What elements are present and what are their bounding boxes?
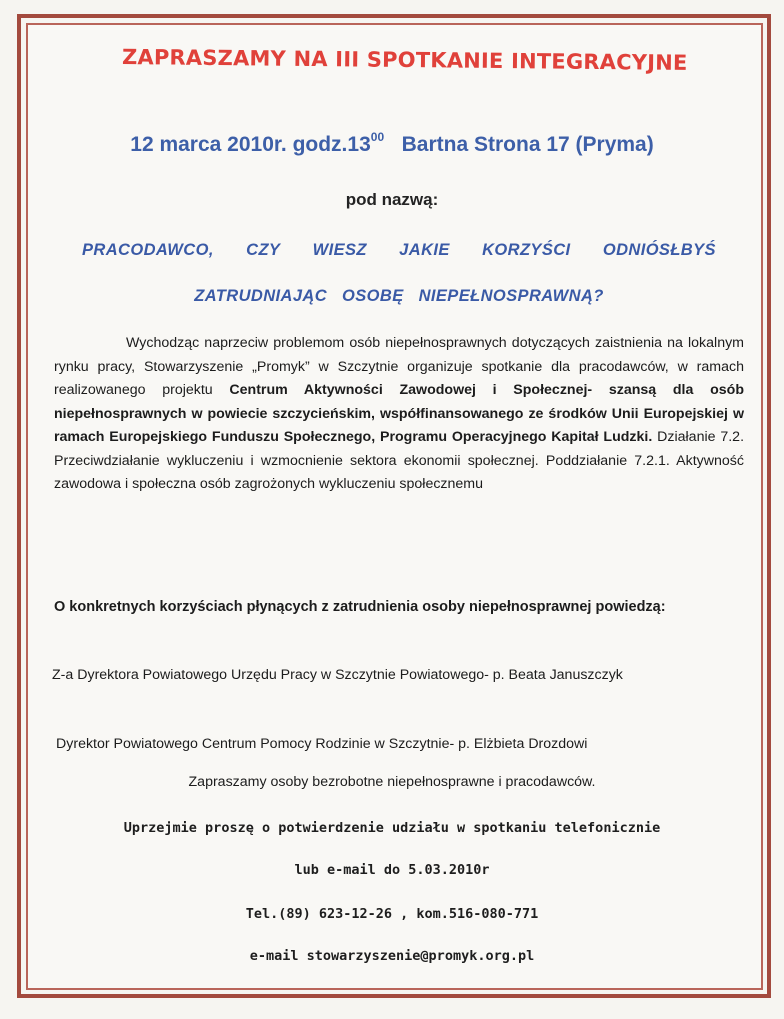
invitation-title: [60, 45, 750, 75]
confirmation-deadline: lub e-mail do 5.03.2010r: [294, 862, 490, 878]
question-word: JAKIE: [399, 241, 450, 259]
question-word: PRACODAWCO,: [82, 241, 214, 259]
date-time: 12 marca 2010r. godz.13: [130, 133, 371, 156]
confirmation-request: Uprzejmie proszę o potwierdzenie udziału w spotkaniu telefonicznie: [123, 820, 661, 836]
title-text: ZAPRASZAMY NA III SPOTKANIE INTEGRACYJNE: [122, 45, 688, 75]
question-word: WIESZ: [312, 241, 367, 259]
project-name: Centrum Aktywności Zawodowej i Społecznej- szansą dla osób niepełnosprawnych w powiecie szczycieńskim, współfinansowanego ze środków Unii Europejskiej w ramach Europejskiego Funduszu Społecznego, Programu Operacyjnego Kapitał Ludzki.: [54, 382, 744, 445]
subtitle: pod nazwą:: [345, 190, 439, 209]
date-location-line: [30, 130, 754, 157]
benefits-heading: O konkretnych korzyściach płynących z zatrudnienia osoby niepełnosprawnej powiedzą:: [54, 599, 666, 615]
invite-line: Zapraszamy osoby bezrobotne niepełnosprawne i pracodawców.: [188, 774, 596, 790]
question-line-2: ZATRUDNIAJĄC OSOBĘ NIEPEŁNOSPRAWNĄ?: [194, 287, 604, 305]
body-intro: Wychodząc naprzeciw problemom osób niepełnosprawnych dotyczących zaistnienia na lokalnym rynku pracy, Stowarzyszenie „Promyk” w Szczytnie organizuje spotkanie dla pracodawców, w ramach realizowanego projektu: [54, 335, 744, 398]
email-line: e-mail stowarzyszenie@promyk.org.pl: [249, 948, 535, 964]
question-line-1: [82, 241, 716, 260]
location: Bartna Strona 17 (Pryma): [401, 133, 654, 156]
inner-border: [26, 23, 763, 990]
body-paragraph: [54, 332, 744, 497]
time-minutes: 00: [370, 130, 385, 144]
speaker-1: Z-a Dyrektora Powiatowego Urzędu Pracy w Szczytnie Powiatowego- p. Beata Januszczyk: [52, 667, 623, 683]
phone-line: Tel.(89) 623-12-26 , kom.516-080-771: [245, 906, 539, 922]
question-word: CZY: [246, 241, 281, 259]
body-rest: Działanie 7.2. Przeciwdziałanie wykluczeniu i wzmocnienie sektora ekonomii społecznej. Poddziałanie 7.2.1. Aktywność zawodowa i społeczna osób zagrożonych wykluczeniu społecznemu: [54, 429, 745, 492]
speaker-2: Dyrektor Powiatowego Centrum Pomocy Rodzinie w Szczytnie- p. Elżbieta Drozdowi: [56, 736, 588, 752]
question-word: KORZYŚCI: [482, 241, 571, 259]
question-word: ODNIÓSŁBYŚ: [602, 241, 716, 259]
